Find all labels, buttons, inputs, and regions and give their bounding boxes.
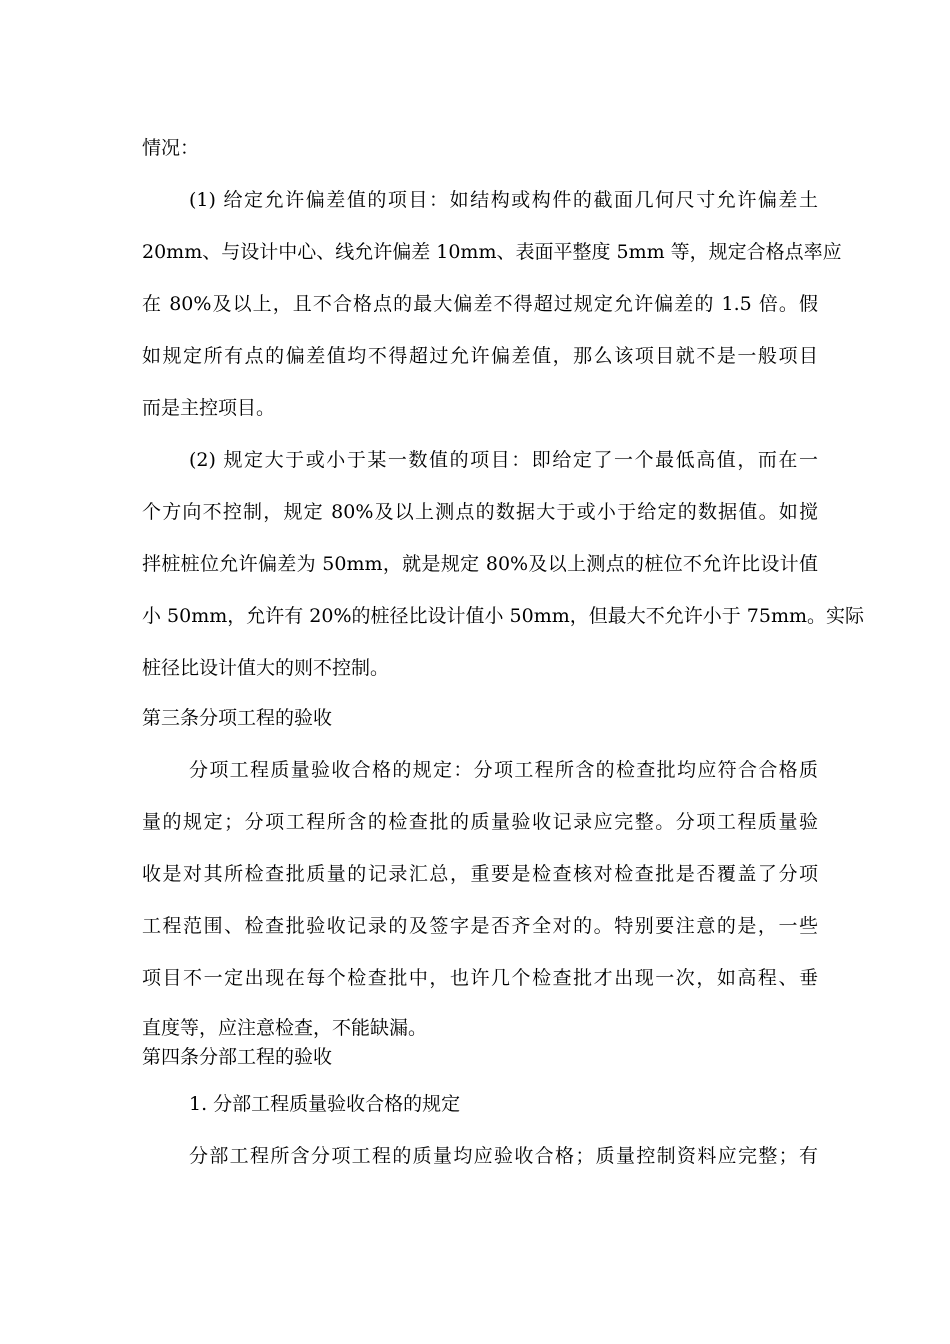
paragraph-line: 项目不一定出现在每个检查批中，也许几个检查批才出现一次，如高程、垂 [142,967,818,989]
paragraph-line: 量的规定；分项工程所含的检查批的质量验收记录应完整。分项工程质量验 [142,811,818,833]
paragraph-line: 直度等，应注意检查，不能缺漏。 [142,1017,428,1039]
paragraph-line: 20mm、与设计中心、线允许偏差 10mm、表面平整度 5mm 等，规定合格点率应 [142,241,842,263]
paragraph-line: 工程范围、检查批验收记录的及签字是否齐全对的。特别要注意的是，一些 [142,915,818,937]
paragraph-line: 而是主控项目。 [142,397,276,419]
section-heading-3: 第三条分项工程的验收 [142,707,333,729]
paragraph-line: 收是对其所检查批质量的记录汇总，重要是检查核对检查批是否覆盖了分项 [142,863,818,885]
paragraph-line: 桩径比设计值大的则不控制。 [142,657,390,679]
subsection-heading: 1. 分部工程质量验收合格的规定 [189,1093,461,1115]
paragraph-line: (1) 给定允许偏差值的项目：如结构或构件的截面几何尺寸允许偏差土 [189,189,818,211]
paragraph-line: 小 50mm，允许有 20%的桩径比设计值小 50mm，但最大不允许小于 75mm。实际 [142,605,865,627]
paragraph-line: 如规定所有点的偏差值均不得超过允许偏差值，那么该项目就不是一般项目 [142,345,818,367]
paragraph-line: 分项工程质量验收合格的规定：分项工程所含的检查批均应符合合格质 [189,759,818,781]
section-heading-4: 第四条分部工程的验收 [142,1046,333,1068]
intro-text: 情况： [142,137,200,159]
paragraph-line: 在 80%及以上，且不合格点的最大偏差不得超过规定允许偏差的 1.5 倍。假 [142,293,818,315]
paragraph-line: (2) 规定大于或小于某一数值的项目：即给定了一个最低高值，而在一 [189,449,818,471]
paragraph-line: 分部工程所含分项工程的质量均应验收合格；质量控制资料应完整；有 [189,1145,818,1167]
paragraph-line: 个方向不控制，规定 80%及以上测点的数据大于或小于给定的数据值。如搅 [142,501,818,523]
paragraph-line: 拌桩桩位允许偏差为 50mm，就是规定 80%及以上测点的桩位不允许比设计值 [142,553,818,575]
